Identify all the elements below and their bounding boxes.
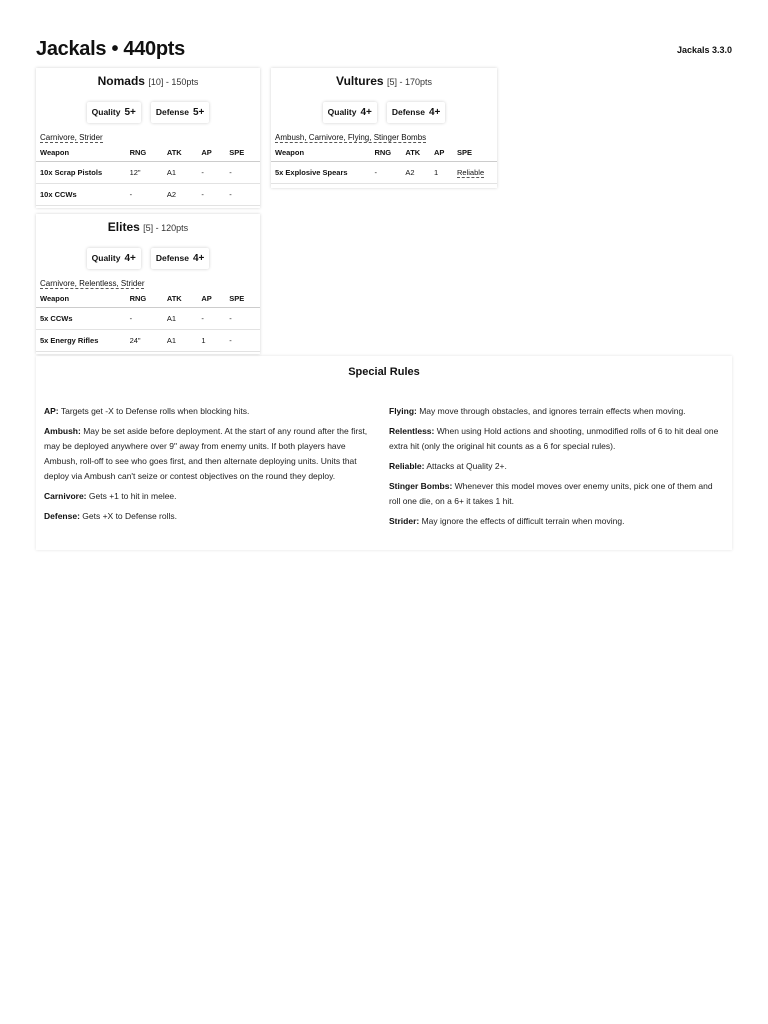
table-row: 10x CCWs - A2 - - [36,184,260,206]
unit-rules: Ambush, Carnivore, Flying, Stinger Bombs [275,133,427,142]
table-row: 10x Scrap Pistols 12" A1 - - [36,162,260,184]
unit-card-elites [36,214,260,354]
unit-name: Vultures [336,74,384,88]
table-row: 5x CCWs - A1 - - [36,308,260,330]
unit-heading [36,220,260,234]
special-rules-right [389,404,724,534]
rule-entry: Strider: May ignore the effects of difficult terrain when moving. [389,516,625,526]
table-row: 5x Explosive Spears - A2 1 Reliable [271,162,497,184]
unit-heading [271,74,497,88]
unit-name: Elites [107,220,140,234]
unit-card-vultures [271,68,497,188]
special-rules-left [44,404,374,529]
unit-card-nomads [36,68,260,208]
rule-entry: Ambush: May be set aside before deployment. At the start of any round after the first, may be deployed anywhere over 9" away from enemy units. If both players have Ambush, roll-off to see who goes first, and then alternate deploying units. Units that deploy via Ambush can't seize or contest objectives on the round they deploy. [44,426,368,481]
unit-stats [36,248,260,269]
defense-badge: Defense 5+ [151,102,209,123]
table-header-row: Weapon RNG ATK AP SPE [36,290,260,308]
defense-badge: Defense 4+ [387,102,445,123]
weapons-table [36,290,260,352]
unit-meta: [5] - 120pts [143,223,189,233]
unit-meta: [5] - 170pts [386,77,432,87]
rule-entry: Relentless: When using Hold actions and shooting, unmodified rolls of 6 to hit deal one extra hit (only the original hit counts as a 6 for special rules). [389,426,719,451]
weapons-table [36,144,260,206]
table-row: 5x Energy Rifles 24" A1 1 - [36,330,260,352]
unit-rules: Carnivore, Strider [40,133,103,142]
rule-entry: Defense: Gets +X to Defense rolls. [44,511,177,521]
version-label: Jackals 3.3.0 [676,45,732,55]
defense-badge: Defense 4+ [151,248,209,269]
rule-entry: Stinger Bombs: Whenever this model moves over enemy units, pick one of them and roll one die, on a 6+ it takes 1 hit. [389,481,713,506]
table-header-row: Weapon RNG ATK AP SPE [36,144,260,162]
unit-stats [36,102,260,123]
rule-entry: Carnivore: Gets +1 to hit in melee. [44,491,177,501]
unit-meta: [10] - 150pts [148,77,199,87]
unit-heading [36,74,260,88]
special-rules-title: Special Rules [348,366,420,378]
table-header-row: Weapon RNG ATK AP SPE [271,144,497,162]
spe-rule-link: Reliable [453,162,497,184]
quality-badge: Quality 4+ [323,102,377,123]
rule-entry: AP: Targets get -X to Defense rolls when blocking hits. [44,406,250,416]
rule-entry: Flying: May move through obstacles, and ignores terrain effects when moving. [389,406,686,416]
unit-rules: Carnivore, Relentless, Strider [40,279,145,288]
weapons-table [271,144,497,184]
rule-entry: Reliable: Attacks at Quality 2+. [389,461,507,471]
unit-stats [271,102,497,123]
page-title: Jackals • 440pts [36,38,185,60]
unit-name: Nomads [97,74,145,88]
quality-badge: Quality 4+ [87,248,141,269]
quality-badge: Quality 5+ [87,102,141,123]
